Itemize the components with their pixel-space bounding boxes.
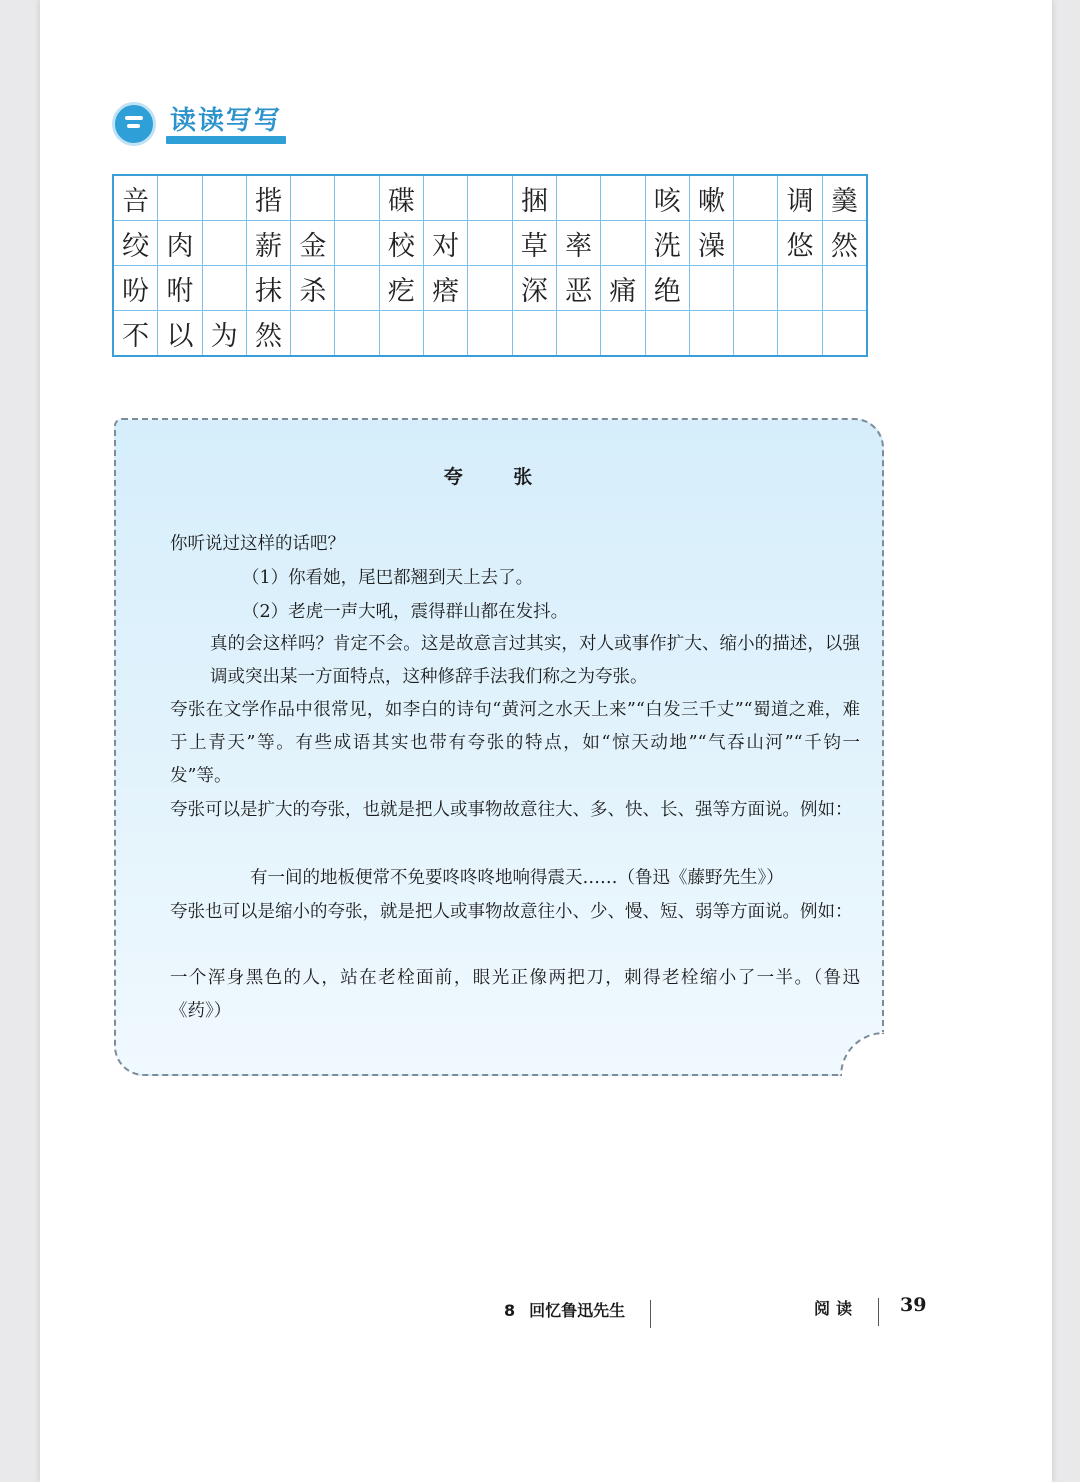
example-1: （1）你看她，尾巴都翘到天上去了。 [242, 568, 534, 588]
grid-cell [335, 221, 379, 266]
grid-cell [202, 266, 246, 311]
grid-cell [468, 311, 512, 357]
example-2: （2）老虎一声大吼，震得群山都在发抖。 [242, 602, 569, 622]
section-number-icon [112, 102, 156, 146]
grid-cell: 杀 [291, 266, 335, 311]
grid-cell: 对 [424, 221, 468, 266]
grid-cell: 绝 [645, 266, 689, 311]
paragraph-enlarge: 夸张可以是扩大的夸张，也就是把人或事物故意往大、多、快、长、强等方面说。例如： [170, 800, 853, 820]
grid-cell: 调 [778, 175, 822, 221]
grid-cell [734, 221, 778, 266]
paragraph-definition [210, 628, 860, 694]
literature-text: 夸张在文学作品中很常见，如李白的诗句“黄河之水天上来”“白发三千丈”“蜀道之难，难于上青天”等。有些成语其实也带有夸张的特点，如“惊天动地”“气吞山河”“千钧一发”等。 [170, 700, 860, 786]
section-title: 读读写写 [170, 106, 283, 136]
grid-cell [601, 175, 645, 221]
grid-cell: 澡 [689, 221, 733, 266]
lesson-number: 8 [504, 1301, 516, 1320]
example-shrink: 一个浑身黑色的人，站在老栓面前，眼光正像两把刀，刺得老栓缩小了一半。（鲁迅《药》） [170, 968, 860, 1021]
grid-cell: 揩 [246, 175, 290, 221]
grid-cell: 校 [379, 221, 423, 266]
callout-corner-notch [840, 1032, 884, 1076]
grid-cell [379, 311, 423, 357]
grid-cell: 率 [556, 221, 600, 266]
grid-cell [158, 175, 202, 221]
paragraph-intro: 你听说过这样的话吧？ [170, 534, 345, 554]
grid-cell: 不 [113, 311, 158, 357]
grid-row [113, 175, 867, 221]
grid-cell: 瘩 [424, 266, 468, 311]
footer-divider [650, 1300, 651, 1328]
grid-cell: 悠 [778, 221, 822, 266]
grid-cell: 疙 [379, 266, 423, 311]
grid-cell [734, 311, 778, 357]
grid-cell [556, 175, 600, 221]
grid-cell [645, 311, 689, 357]
grid-cell [778, 266, 822, 311]
grid-cell: 草 [512, 221, 556, 266]
grid-cell [778, 311, 822, 357]
grid-cell: 金 [291, 221, 335, 266]
grid-cell [601, 221, 645, 266]
grid-row [113, 221, 867, 266]
grid-cell: 恶 [556, 266, 600, 311]
footer-lesson [504, 1298, 625, 1321]
grid-cell: 痛 [601, 266, 645, 311]
grid-cell [202, 175, 246, 221]
section-title-underline [166, 136, 286, 144]
grid-cell: 羹 [822, 175, 867, 221]
grid-cell: 洗 [645, 221, 689, 266]
grid-cell: 碟 [379, 175, 423, 221]
grid-cell [689, 266, 733, 311]
knowledge-callout [114, 418, 884, 1076]
grid-cell: 深 [512, 266, 556, 311]
grid-cell: 然 [822, 221, 867, 266]
section-header [112, 98, 312, 158]
grid-cell [335, 175, 379, 221]
writing-grid [112, 174, 868, 357]
grid-cell: 为 [202, 311, 246, 357]
footer-divider [878, 1298, 879, 1326]
grid-cell [335, 311, 379, 357]
grid-cell: 咐 [158, 266, 202, 311]
grid-cell [689, 311, 733, 357]
page-number: 39 [900, 1294, 927, 1316]
grid-row [113, 266, 867, 311]
callout-title: 夸 张 [443, 466, 555, 488]
grid-cell: 薪 [246, 221, 290, 266]
grid-cell [335, 266, 379, 311]
grid-cell [424, 175, 468, 221]
paragraph-shrink: 夸张也可以是缩小的夸张，就是把人或事物故意往小、少、慢、短、弱等方面说。例如： [170, 902, 853, 922]
grid-cell [822, 311, 867, 357]
example-enlarge: 有一间的地板便常不免要咚咚咚地响得震天……（鲁迅《藤野先生》） [250, 868, 784, 888]
grid-cell [202, 221, 246, 266]
grid-cell: 抹 [246, 266, 290, 311]
grid-cell [734, 175, 778, 221]
grid-cell [424, 311, 468, 357]
grid-cell [291, 175, 335, 221]
grid-cell: 肉 [158, 221, 202, 266]
paragraph-literature [170, 694, 860, 793]
grid-cell: 咅 [113, 175, 158, 221]
grid-cell [734, 266, 778, 311]
grid-cell: 然 [246, 311, 290, 357]
grid-cell [468, 221, 512, 266]
grid-cell: 捆 [512, 175, 556, 221]
grid-cell [468, 175, 512, 221]
grid-cell [601, 311, 645, 357]
grid-cell: 咳 [645, 175, 689, 221]
definition-text: 真的会这样吗？肯定不会。这是故意言过其实，对人或事作扩大、缩小的描述，以强调或突出某一方面特点，这种修辞手法我们称之为夸张。 [210, 634, 860, 687]
footer-section-label: 阅读 [814, 1299, 859, 1318]
grid-cell: 绞 [113, 221, 158, 266]
grid-cell [291, 311, 335, 357]
grid-cell: 嗽 [689, 175, 733, 221]
grid-cell [822, 266, 867, 311]
lesson-title: 回忆鲁迅先生 [529, 1301, 626, 1320]
grid-cell [512, 311, 556, 357]
grid-cell: 以 [158, 311, 202, 357]
grid-cell [556, 311, 600, 357]
grid-row [113, 311, 867, 357]
grid-cell [468, 266, 512, 311]
grid-cell: 吩 [113, 266, 158, 311]
